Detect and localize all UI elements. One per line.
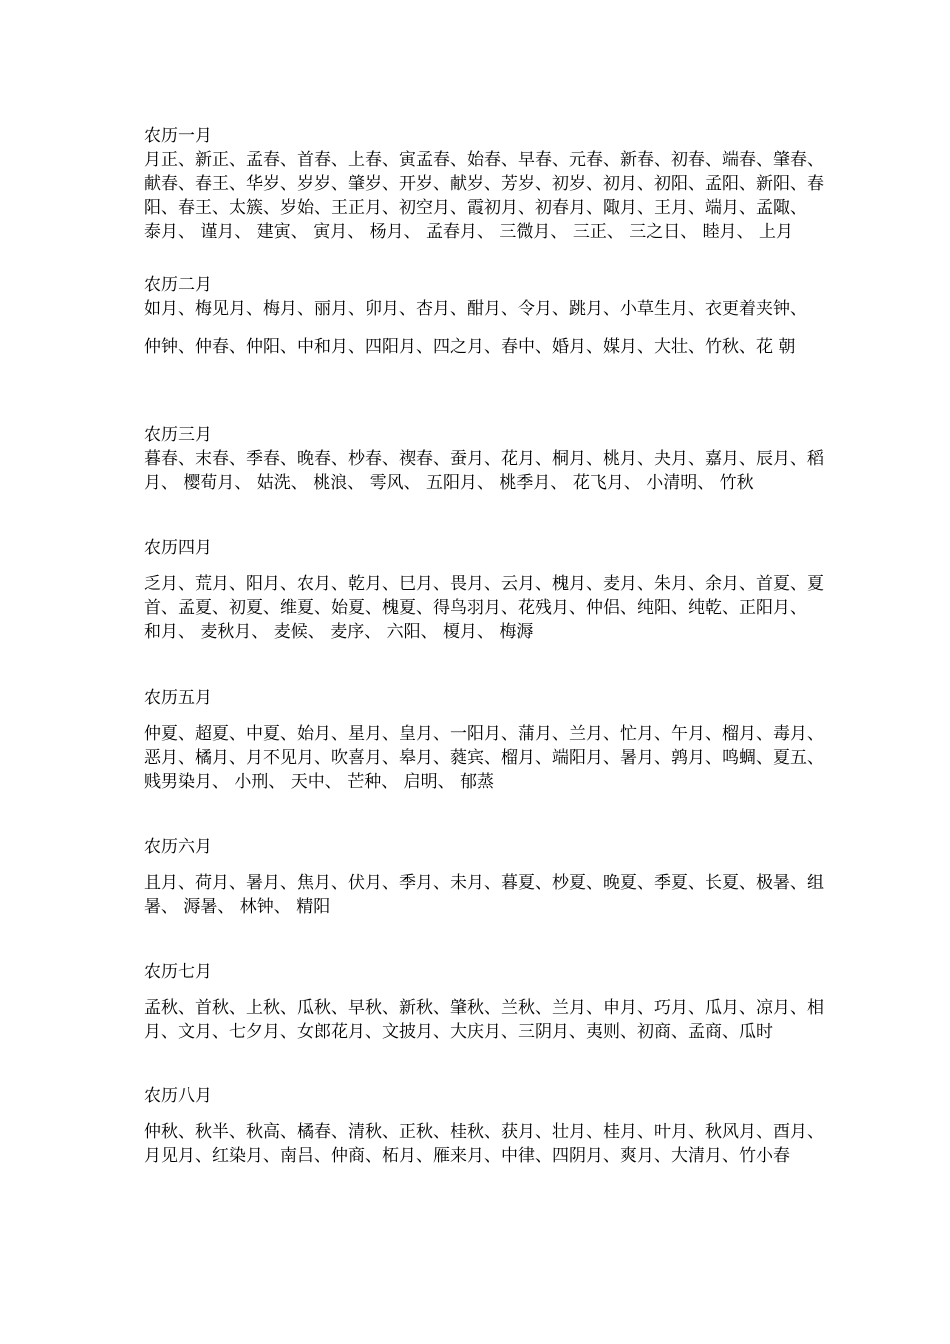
text-line: 月、 樱荀月、 姑洗、 桃浪、 雩风、 五阳月、 桃季月、 花飞月、 小清明、 竹秋 xyxy=(144,473,754,493)
section-heading: 农历四月 xyxy=(144,538,212,558)
text-line: 仲夏、超夏、中夏、始月、星月、皇月、一阳月、蒲月、兰月、忙月、午月、榴月、毒月、 xyxy=(144,724,824,744)
section-heading: 农历七月 xyxy=(144,962,212,982)
text-line: 泰月、 谨月、 建寅、 寅月、 杨月、 孟春月、 三微月、 三正、 三之日、 睦月、 上月 xyxy=(144,222,794,242)
text-line: 孟秋、首秋、上秋、瓜秋、早秋、新秋、肇秋、兰秋、兰月、申月、巧月、瓜月、凉月、相 xyxy=(144,998,824,1018)
text-line: 首、孟夏、初夏、维夏、始夏、槐夏、得鸟羽月、花残月、仲侣、纯阳、纯乾、正阳月、 xyxy=(144,598,807,618)
text-line: 暑、 溽暑、 林钟、 精阳 xyxy=(144,897,331,917)
section-heading: 农历二月 xyxy=(144,275,212,295)
section-heading: 农历一月 xyxy=(144,126,212,146)
section-month-5 xyxy=(144,686,824,794)
text-line: 仲钟、仲春、仲阳、中和月、四阳月、四之月、春中、婚月、媒月、大壮、竹秋、花 朝 xyxy=(144,337,796,357)
text-line: 月见月、红染月、南吕、仲商、柘月、雁来月、中律、四阴月、爽月、大清月、竹小春 xyxy=(144,1146,790,1166)
text-line: 贱男染月、 小刑、 天中、 芒种、 启明、 郁蒸 xyxy=(144,772,495,792)
text-line: 仲秋、秋半、秋高、橘春、清秋、正秋、桂秋、获月、壮月、桂月、叶月、秋风月、酉月、 xyxy=(144,1122,824,1142)
section-month-7 xyxy=(144,960,824,1044)
section-heading: 农历三月 xyxy=(144,425,212,445)
section-month-3 xyxy=(144,423,824,495)
text-line: 月、文月、七夕月、女郎花月、文披月、大庆月、三阴月、夷则、初商、孟商、瓜时 xyxy=(144,1022,773,1042)
section-month-1 xyxy=(144,124,824,244)
text-line: 暮春、末春、季春、晚春、杪春、禊春、蚕月、花月、桐月、桃月、夬月、嘉月、辰月、稻 xyxy=(144,449,824,469)
text-line: 恶月、橘月、月不见月、吹喜月、皋月、蕤宾、榴月、端阳月、暑月、鹑月、鸣蜩、夏五、 xyxy=(144,748,824,768)
text-line: 且月、荷月、暑月、焦月、伏月、季月、未月、暮夏、杪夏、晚夏、季夏、长夏、极暑、组 xyxy=(144,873,824,893)
section-month-6 xyxy=(144,835,824,919)
section-heading: 农历八月 xyxy=(144,1086,212,1106)
text-line: 和月、 麦秋月、 麦候、 麦序、 六阳、 榎月、 梅溽 xyxy=(144,622,534,642)
section-month-2 xyxy=(144,273,824,359)
section-heading: 农历五月 xyxy=(144,688,212,708)
text-line: 乏月、荒月、阳月、农月、乾月、巳月、畏月、云月、槐月、麦月、朱月、余月、首夏、夏 xyxy=(144,574,824,594)
text-line: 月正、新正、孟春、首春、上春、寅孟春、始春、早春、元春、新春、初春、端春、肇春、 xyxy=(144,150,824,170)
section-month-4 xyxy=(144,536,824,644)
section-heading: 农历六月 xyxy=(144,837,212,857)
text-line: 献春、春王、华岁、岁岁、肇岁、开岁、献岁、芳岁、初岁、初月、初阳、孟阳、新阳、春 xyxy=(144,174,824,194)
section-month-8 xyxy=(144,1084,824,1168)
text-line: 如月、梅见月、梅月、丽月、卯月、杏月、酣月、令月、跳月、小草生月、衣更着夹钟、 xyxy=(144,299,807,319)
text-line: 阳、春王、太簇、岁始、王正月、初空月、霞初月、初春月、陬月、王月、端月、孟陬、 xyxy=(144,198,807,218)
